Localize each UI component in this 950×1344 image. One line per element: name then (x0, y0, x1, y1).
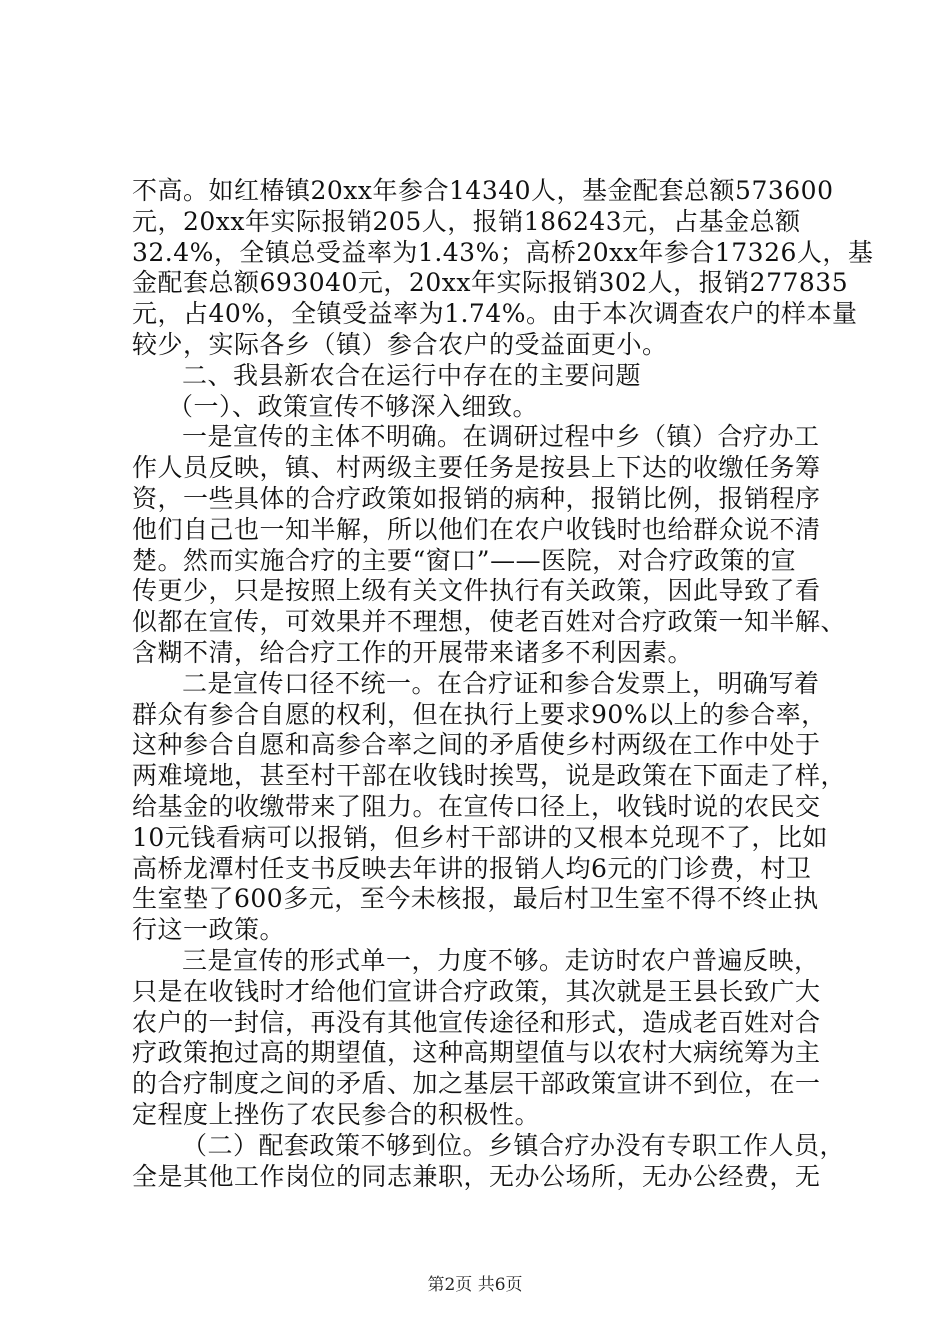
text-line: 元，20xx年实际报销205人，报销186243元，占基金总额 (132, 206, 801, 236)
text-line: 元，占40%，全镇受益率为1.74%。由于本次调查农户的样本量 (132, 299, 858, 329)
text-line: 行这一政策。 (132, 915, 286, 945)
text-line: 疗政策抱过高的期望值，这种高期望值与以农村大病统筹为主 (132, 1038, 821, 1068)
text-line: 楚。然而实施合疗的主要“窗口”——医院，对合疗政策的宣 (132, 545, 797, 575)
section-heading: 二、我县新农合在运行中存在的主要问题 (182, 360, 642, 390)
text-line: 金配套总额693040元，20xx年实际报销302人，报销277835 (132, 268, 849, 298)
text-line: 他们自己也一知半解，所以他们在农户收钱时也给群众说不清 (132, 514, 821, 544)
text-line: 全是其他工作岗位的同志兼职，无办公场所，无办公经费，无 (132, 1161, 821, 1191)
document-body (132, 176, 874, 1192)
text-line: 只是在收钱时才给他们宣讲合疗政策，其次就是王县长致广大 (132, 976, 821, 1006)
text-line: 作人员反映，镇、村两级主要任务是按县上下达的收缴任务筹 (132, 453, 821, 483)
text-line: 给基金的收缴带来了阻力。在宣传口径上，收钱时说的农民交 (132, 791, 821, 821)
text-line: 一是宣传的主体不明确。在调研过程中乡（镇）合疗办工 (182, 422, 820, 452)
text-line: 传更少，只是按照上级有关文件执行有关政策，因此导致了看 (132, 576, 821, 606)
text-line: 这种参合自愿和高参合率之间的矛盾使乡村两级在工作中处于 (132, 730, 821, 760)
text-line: 生室垫了600多元，至今未核报，最后村卫生室不得不终止执 (132, 884, 819, 914)
subsection-heading: （一）、政策宣传不够深入细致。 (168, 391, 539, 421)
text-line: 定程度上挫伤了农民参合的积极性。 (132, 1099, 541, 1129)
text-line: 含糊不清，给合疗工作的开展带来诸多不利因素。 (132, 637, 694, 667)
text-line: 10元钱看病可以报销，但乡村干部讲的又根本兑现不了，比如 (132, 822, 828, 852)
text-line: 群众有参合自愿的权利，但在执行上要求90%以上的参合率， (132, 699, 827, 729)
text-line: 的合疗制度之间的矛盾、加之基层干部政策宣讲不到位，在一 (132, 1069, 821, 1099)
text-line: 资，一些具体的合疗政策如报销的病种，报销比例，报销程序 (132, 483, 821, 513)
text-line: 高桥龙潭村任支书反映去年讲的报销人均6元的门诊费，村卫 (132, 853, 812, 883)
text-line: 三是宣传的形式单一，力度不够。走访时农户普遍反映， (182, 945, 820, 975)
subsection-heading: （二）配套政策不够到位。乡镇合疗办没有专职工作人员， (182, 1130, 846, 1160)
text-line: 农户的一封信，再没有其他宣传途径和形式，造成老百姓对合 (132, 1007, 821, 1037)
text-line: 32.4%，全镇总受益率为1.43%；高桥20xx年参合17326人，基 (132, 237, 874, 267)
text-line: 似都在宣传，可效果并不理想，使老百姓对合疗政策一知半解、 (132, 607, 847, 637)
text-line: 较少，实际各乡（镇）参合农户的受益面更小。 (132, 329, 668, 359)
text-line: 二是宣传口径不统一。在合疗证和参合发票上，明确写着 (182, 668, 820, 698)
text-line: 不高。如红椿镇20xx年参合14340人，基金配套总额573600 (132, 176, 834, 205)
page-footer (0, 1270, 950, 1295)
text-line: 两难境地，甚至村干部在收钱时挨骂，说是政策在下面走了样， (132, 761, 847, 791)
page-number: 第2页 共6页 (427, 1275, 523, 1295)
